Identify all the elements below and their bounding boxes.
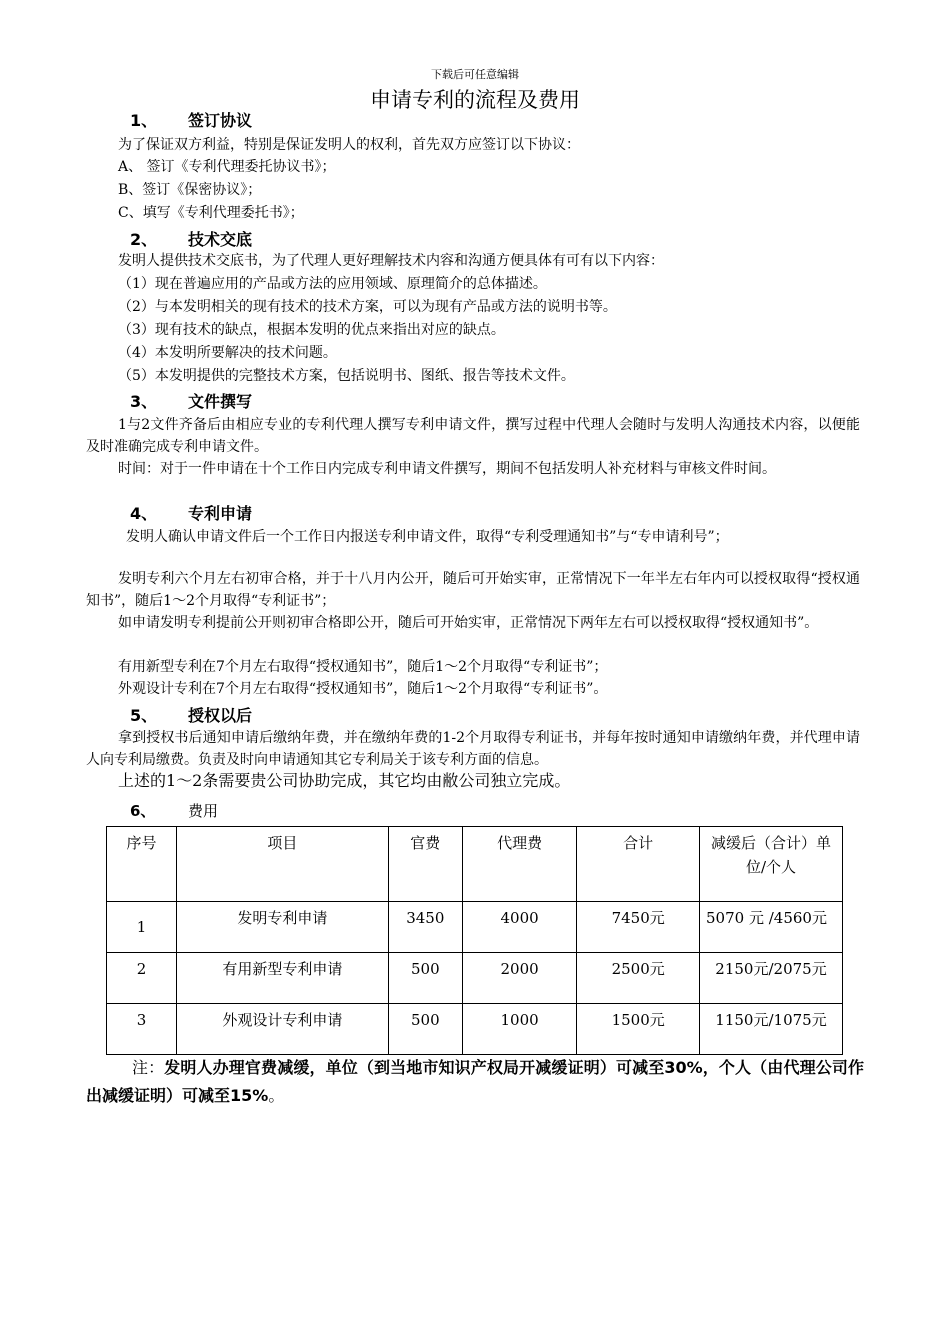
s2-intro: 发明人提供技术交底书，为了代理人更好理解技术内容和沟通方便具体有可有以下内容： [118,253,664,269]
column-header: 代理费 [462,827,577,902]
table-cell: 2500元 [577,953,700,1004]
s4-paragraph: 外观设计专利在7个月左右取得“授权通知书”，随后1～2个月取得“专利证书”。 [118,681,608,697]
table-cell: 1150元/1075元 [700,1004,843,1055]
section-number: 1、 [130,111,158,130]
table-row [107,1004,843,1055]
s2-item: （3）现有技术的缺点，根据本发明的优点来指出对应的缺点。 [118,322,505,338]
page-title: 申请专利的流程及费用 [370,88,580,112]
table-header-row [107,827,843,902]
table-cell: 3450 [388,902,462,953]
s4-paragraph: 有用新型专利在7个月左右取得“授权通知书”，随后1～2个月取得“专利证书”； [118,659,608,675]
table-cell: 4000 [462,902,577,953]
section-title: 签订协议 [188,111,253,130]
section-title: 文件撰写 [188,392,253,411]
table-cell: 500 [388,1004,462,1055]
table-cell: 3 [107,1004,177,1055]
section-title: 授权以后 [188,706,253,725]
table-cell: 1500元 [577,1004,700,1055]
table-row [107,902,843,953]
note-prefix: 注： [132,1058,165,1077]
s1-intro: 为了保证双方利益，特别是保证发明人的权利，首先双方应签订以下协议： [118,137,580,153]
s2-item: （4）本发明所要解决的技术问题。 [118,345,337,361]
s4-paragraph: 发明人确认申请文件后一个工作日内报送专利申请文件，取得“专利受理通知书”与“专申请利号”； [126,529,729,545]
table-cell: 500 [388,953,462,1004]
s2-item: （5）本发明提供的完整技术方案，包括说明书、图纸、报告等技术文件。 [118,368,575,384]
table-cell: 5070 元 /4560元 [700,902,843,953]
s4-paragraph: 如申请发明专利提前公开则初审合格即公开，随后可开始实审，正常情况下两年左右可以授权取得“授权通知书”。 [118,615,819,631]
s5-paragraph: 拿到授权书后通知申请后缴纳年费，并在缴纳年费的1-2个月取得专利证书，并每年按时通知申请缴纳年费，并代理申请人向专利局缴费。负责及时向申请通知其它专利局关于该专利方面的信息。 [86,730,860,768]
s2-item: （2）与本发明相关的现有技术的技术方案，可以为现有产品或方法的说明书等。 [118,299,617,315]
table-cell: 2 [107,953,177,1004]
table-cell: 有用新型专利申请 [176,953,388,1004]
table-cell: 7450元 [577,902,700,953]
fee-note [86,1054,864,1110]
column-header: 合计 [577,827,700,902]
s3-paragraph: 时间：对于一件申请在十个工作日内完成专利申请文件撰写，期间不包括发明人补充材料与审核文件时间。 [118,461,776,477]
table-cell: 1000 [462,1004,577,1055]
table-cell: 2150元/2075元 [700,953,843,1004]
s1-item: B、签订《保密协议》； [118,182,262,198]
column-header: 项目 [176,827,388,902]
section-number: 3、 [130,392,158,411]
fee-table [106,826,843,1055]
section-number: 2、 [130,230,158,249]
table-cell: 2000 [462,953,577,1004]
table-cell: 发明专利申请 [176,902,388,953]
table-cell: 1 [107,902,177,953]
watermark: 下载后可任意编辑 [431,68,519,81]
column-header: 官费 [388,827,462,902]
section-number: 4、 [130,504,158,523]
section-title: 专利申请 [188,504,253,523]
section-number: 6、 [130,802,156,820]
s5-summary: 上述的1～2条需要贵公司协助完成，其它均由敝公司独立完成。 [118,771,571,790]
table-row [107,953,843,1004]
section-title: 技术交底 [188,230,253,249]
s3-paragraph: 1与2文件齐备后由相应专业的专利代理人撰写专利申请文件，撰写过程中代理人会随时与发明人沟通技术内容，以便能及时准确完成专利申请文件。 [86,417,860,455]
s2-item: （1）现在普遍应用的产品或方法的应用领域、原理简介的总体描述。 [118,276,547,292]
section-number: 5、 [130,706,158,725]
s1-item: A、 签订《专利代理委托协议书》； [118,159,336,175]
note-suffix: 。 [268,1086,285,1105]
section-title: 费用 [188,802,219,820]
s1-item: C、填写《专利代理委托书》； [118,205,304,221]
s4-paragraph: 发明专利六个月左右初审合格，并于十八月内公开，随后可开始实审，正常情况下一年半左右年内可以授权取得“授权通知书”，随后1～2个月取得“专利证书”； [86,571,860,609]
column-header: 减缓后（合计）单位/个人 [700,827,843,902]
note-bold-text: 发明人办理官费减缓，单位（到当地市知识产权局开减缓证明）可减至30%，个人（由代理公司作出减缓证明）可减至15% [86,1058,864,1105]
table-cell: 外观设计专利申请 [176,1004,388,1055]
column-header: 序号 [107,827,177,902]
